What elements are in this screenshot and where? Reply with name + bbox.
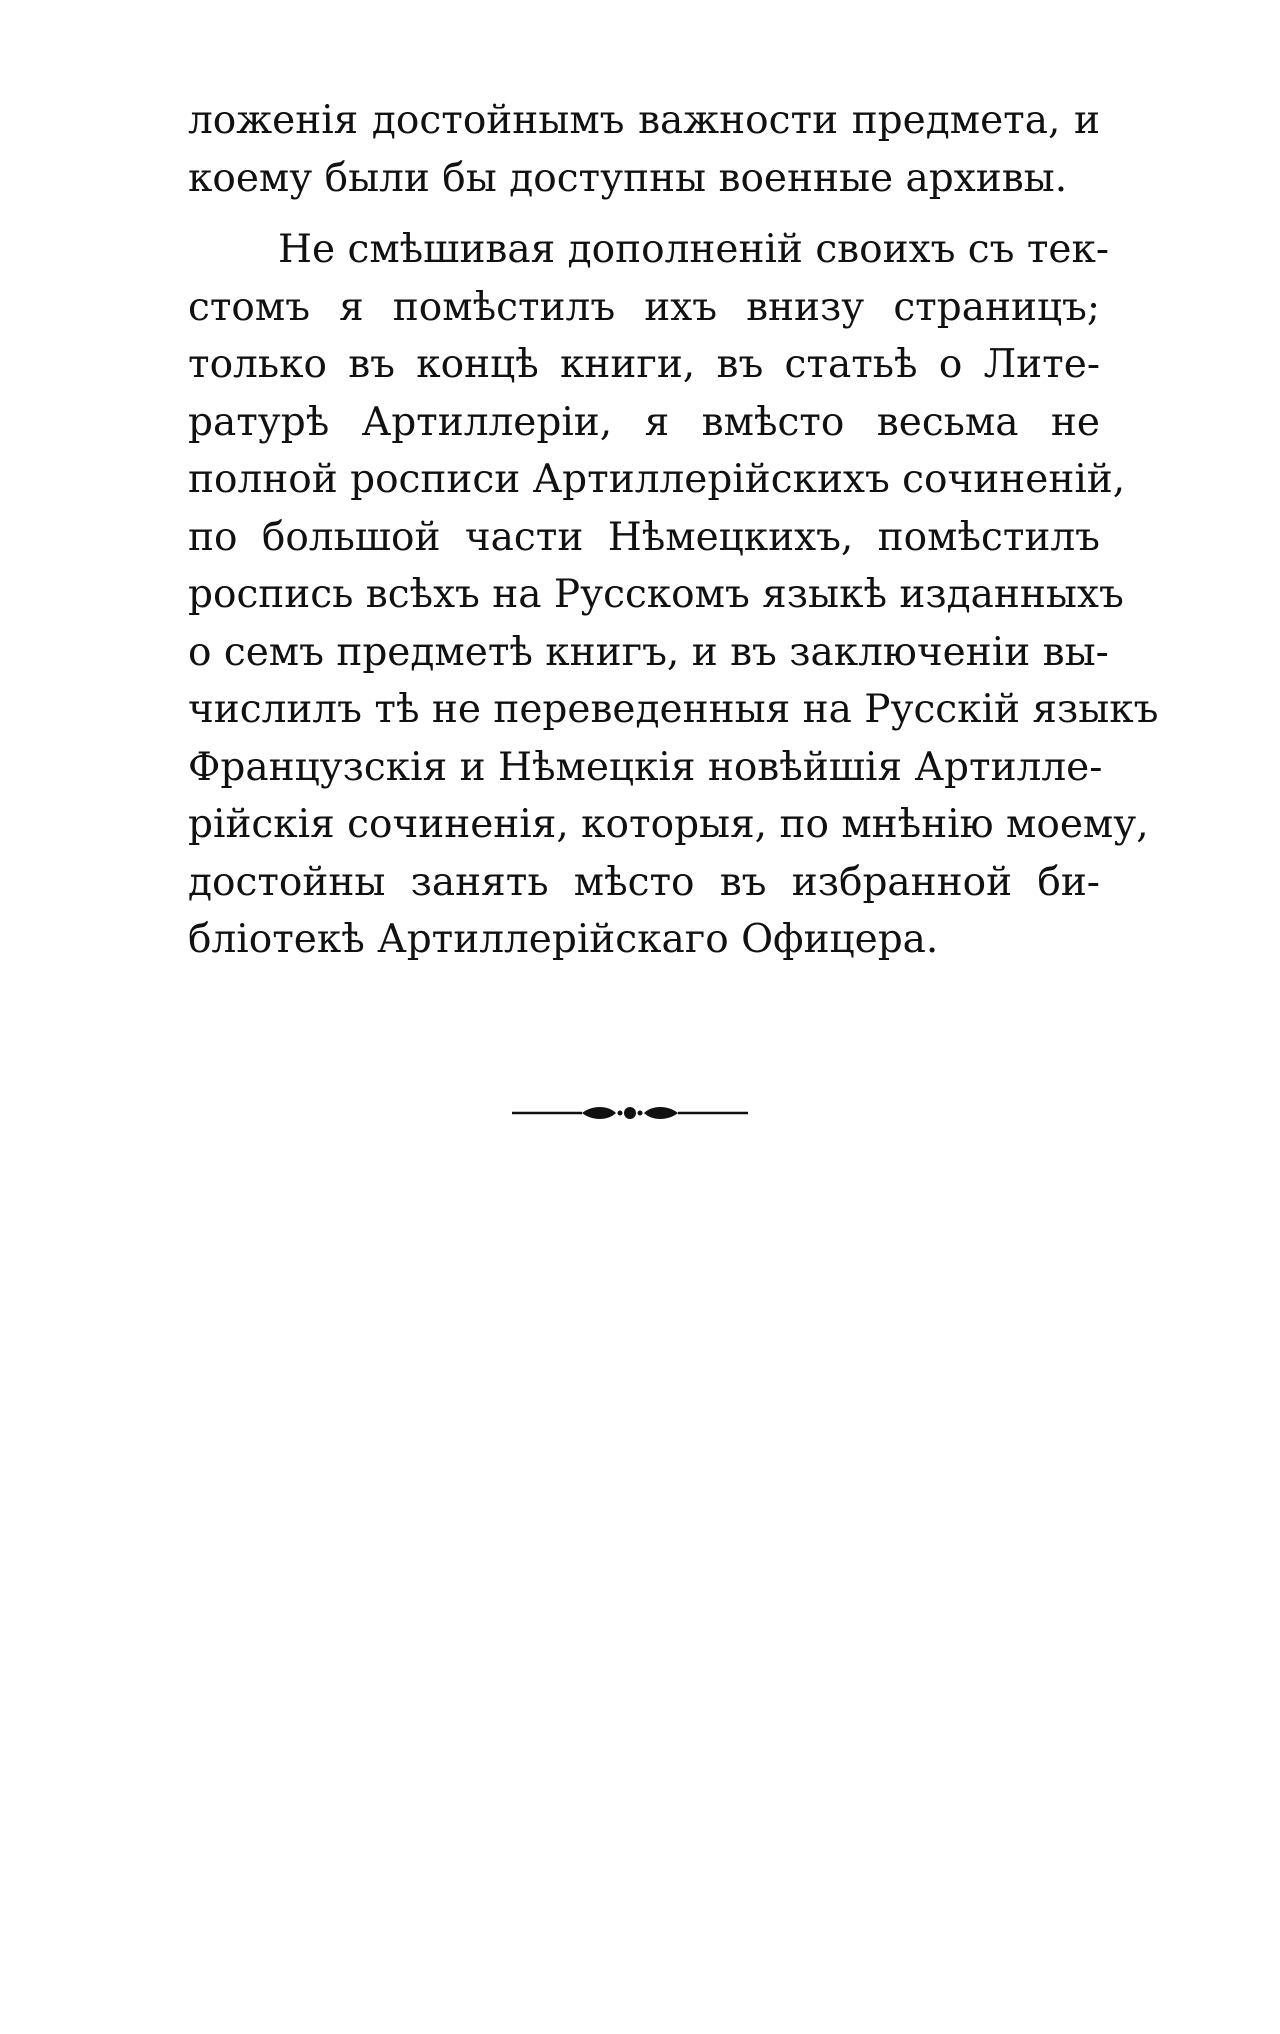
ornament-right-loop (644, 1107, 678, 1119)
text-line: о семъ предметѣ книгъ, и въ заключеніи вы- (188, 629, 1109, 675)
text-line: бліотекѣ Артиллерійскаго Офицера. (188, 917, 939, 962)
text-line: Не смѣшивая дополненій своихъ съ тек- (278, 227, 1110, 272)
text-line: достойны занять мѣсто въ избранной би- (188, 859, 1100, 905)
text-line: стомъ я помѣстилъ ихъ внизу страницъ; (188, 284, 1100, 330)
ornament-right-dot (638, 1111, 643, 1116)
text-line: рійскія сочиненія, которыя, по мнѣнію моему, (188, 802, 1149, 847)
text-line: ложенія достойнымъ важности предмета, и (188, 98, 1100, 143)
text-line: полной росписи Артиллерійскихъ сочиненій, (188, 457, 1126, 502)
text-line: только въ концѣ книги, въ статьѣ о Лите- (188, 342, 1100, 387)
ornament-center-dot (624, 1107, 636, 1119)
text-line: ратурѣ Артиллеріи, я вмѣсто весьма не (188, 399, 1100, 445)
decorative-rule-icon (512, 1101, 748, 1125)
text-line: Французскія и Нѣмецкія новѣйшія Артилле- (188, 744, 1103, 790)
ornament-left-dot (618, 1111, 623, 1116)
paragraph-1 (188, 92, 1100, 207)
text-line: роспись всѣхъ на Русскомъ языкѣ изданныхъ (188, 572, 1124, 617)
ornament-left-loop (582, 1107, 616, 1119)
text-line: коему были бы доступны военные архивы. (188, 155, 1068, 201)
text-line: числилъ тѣ не переведенныя на Русскій языкъ (188, 687, 1159, 732)
text-line: по большой части Нѣмецкихъ, помѣстилъ (188, 514, 1100, 560)
paragraph-2 (188, 221, 1159, 969)
body-text (188, 92, 1159, 969)
